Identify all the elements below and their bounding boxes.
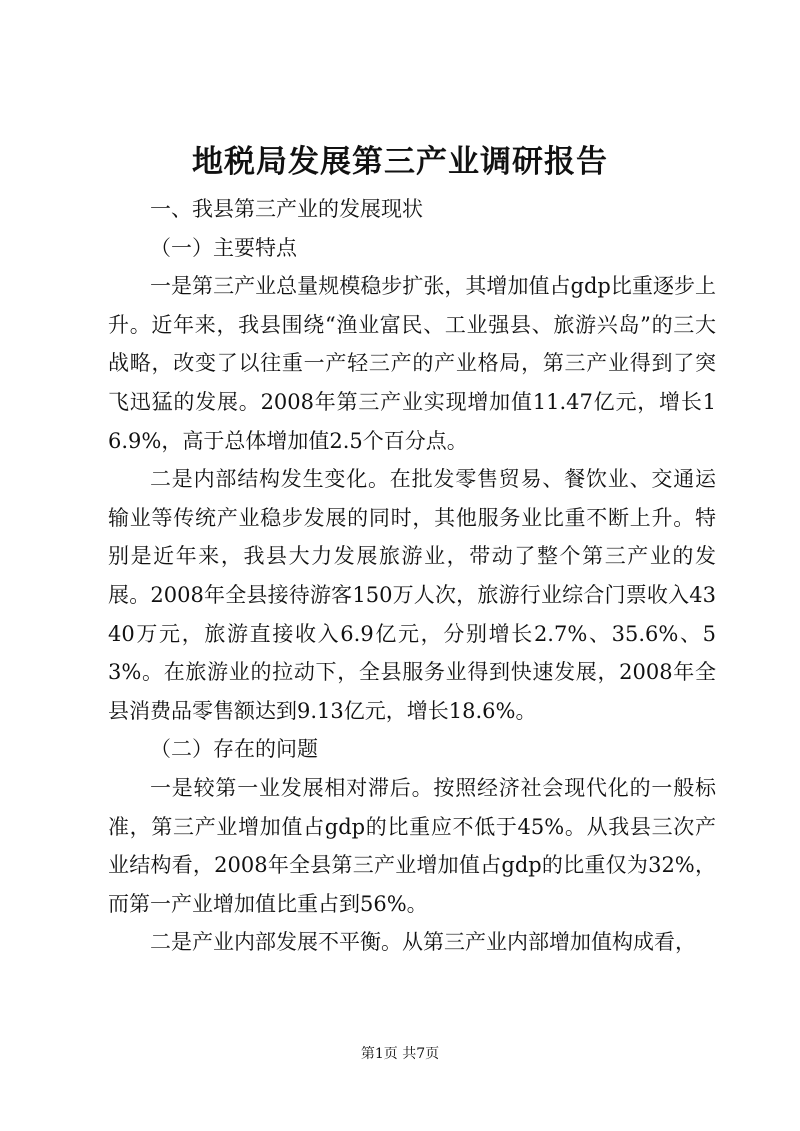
paragraph-scale-expansion: 一是第三产业总量规模稳步扩张，其增加值占gdp比重逐步上升。近年来，我县围绕“渔业富民、工业强县、旅游兴岛”的三大战略，改变了以往重一产轻三产的产业格局，第三产业得到了突飞迅猛的发展。2008年第三产业实现增加值11.47亿元，增长16.9%，高于总体增加值2.5个百分点。 <box>108 274 716 453</box>
page-number-footer: 第1页 共7页 <box>360 1046 440 1062</box>
document-title: 地税局发展第三产业调研报告 <box>192 144 608 180</box>
section-heading-1: 一、我县第三产业的发展现状 <box>150 197 423 221</box>
paragraph-structure-change: 二是内部结构发生变化。在批发零售贸易、餐饮业、交通运输业等传统产业稳步发展的同时，其他服务业比重不断上升。特别是近年来，我县大力发展旅游业，带动了整个第三产业的发展。2008年全县接待游客150万人次，旅游行业综合门票收入4340万元，旅游直接收入6.9亿元，分别增长2.7%、35.6%、53%。在旅游业的拉动下，全县服务业得到快速发展，2008年全县消费品零售额达到9.13亿元，增长18.6%。 <box>108 467 716 723</box>
document-body <box>108 190 716 962</box>
paragraph-imbalance: 二是产业内部发展不平衡。从第三产业内部增加值构成看， <box>150 930 696 955</box>
subsection-heading-problems: （二）存在的问题 <box>150 737 318 762</box>
paragraph-lagging-development: 一是较第一业发展相对滞后。按照经济社会现代化的一般标准，第三产业增加值占gdp的比重应不低于45%。从我县三次产业结构看，2008年全县第三产业增加值占gdp的比重仅为32%，而第一产业增加值比重占到56%。 <box>108 775 716 916</box>
subsection-heading-main-features: （一）主要特点 <box>150 235 297 260</box>
